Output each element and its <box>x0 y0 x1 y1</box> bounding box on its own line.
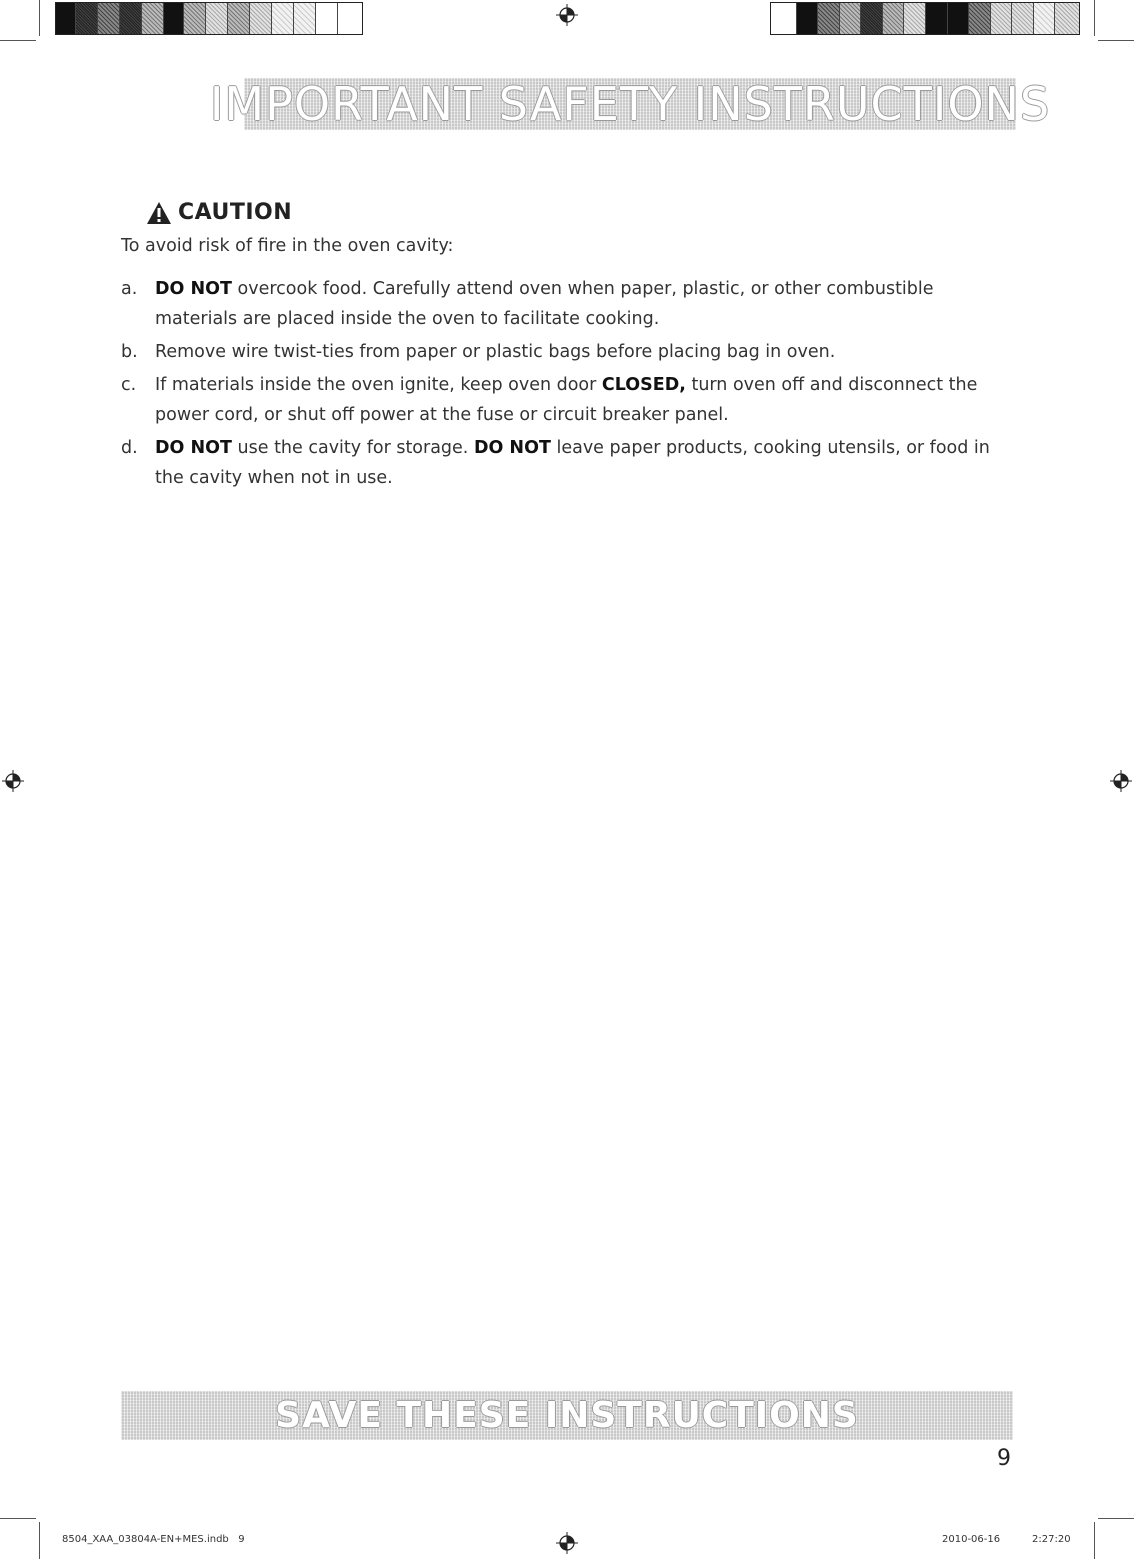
crop-mark <box>1094 1522 1095 1559</box>
emphasis-text: CLOSED, <box>601 375 686 395</box>
emphasis-text: DO NOT <box>473 438 551 458</box>
caution-intro: To avoid risk of fire in the oven cavity: <box>121 236 454 256</box>
caution-heading <box>146 200 292 225</box>
caution-label: CAUTION <box>178 200 293 225</box>
emphasis-text: DO NOT <box>155 279 232 299</box>
caution-list <box>121 274 1021 496</box>
list-marker: b. <box>121 342 138 362</box>
crop-mark <box>1094 0 1095 36</box>
registration-mark-icon <box>2 770 24 792</box>
footer-title: SAVE THESE INSTRUCTIONS <box>275 1395 859 1436</box>
item-text: If materials inside the oven ignite, keep oven door <box>155 375 602 395</box>
footer-banner <box>121 1391 1013 1440</box>
print-slug-date: 2010-06-16 <box>942 1534 1001 1545</box>
crop-mark <box>1098 40 1134 41</box>
crop-mark <box>0 40 36 41</box>
list-marker: c. <box>121 375 137 395</box>
registration-mark-icon <box>556 1532 578 1554</box>
list-item <box>121 433 1021 493</box>
registration-mark-icon <box>556 4 578 26</box>
crop-mark <box>0 1518 36 1519</box>
crop-mark <box>1098 1518 1134 1519</box>
item-text: use the cavity for storage. <box>231 438 474 458</box>
warning-triangle-icon <box>146 201 172 225</box>
list-item <box>121 274 1021 334</box>
item-text: overcook food. Carefully attend oven when paper, plastic, or other combustible materials are placed inside the oven to facilitate cooking. <box>155 279 934 329</box>
list-marker: a. <box>121 279 138 299</box>
list-item <box>121 370 1021 430</box>
list-item <box>121 337 1021 367</box>
color-bar-left <box>55 2 363 35</box>
crop-mark <box>39 1522 40 1559</box>
print-slug-time: 2:27:20 <box>1032 1534 1071 1545</box>
crop-mark <box>39 0 40 36</box>
emphasis-text: DO NOT <box>155 438 232 458</box>
item-text: Remove wire twist-ties from paper or plastic bags before placing bag in oven. <box>155 342 836 362</box>
page-number: 9 <box>997 1446 1011 1471</box>
print-slug-file: 8504_XAA_03804A-EN+MES.indb 9 <box>62 1534 245 1545</box>
header-banner <box>209 77 1051 131</box>
color-bar-right <box>770 2 1080 35</box>
list-marker: d. <box>121 438 138 458</box>
item-text: turn oven off and disconnect the power cord, or shut off power at the fuse or circuit breaker panel. <box>155 375 978 425</box>
page-title: IMPORTANT SAFETY INSTRUCTIONS <box>209 77 1051 131</box>
registration-mark-icon <box>1110 770 1132 792</box>
item-text: leave paper products, cooking utensils, or food in the cavity when not in use. <box>155 438 990 488</box>
